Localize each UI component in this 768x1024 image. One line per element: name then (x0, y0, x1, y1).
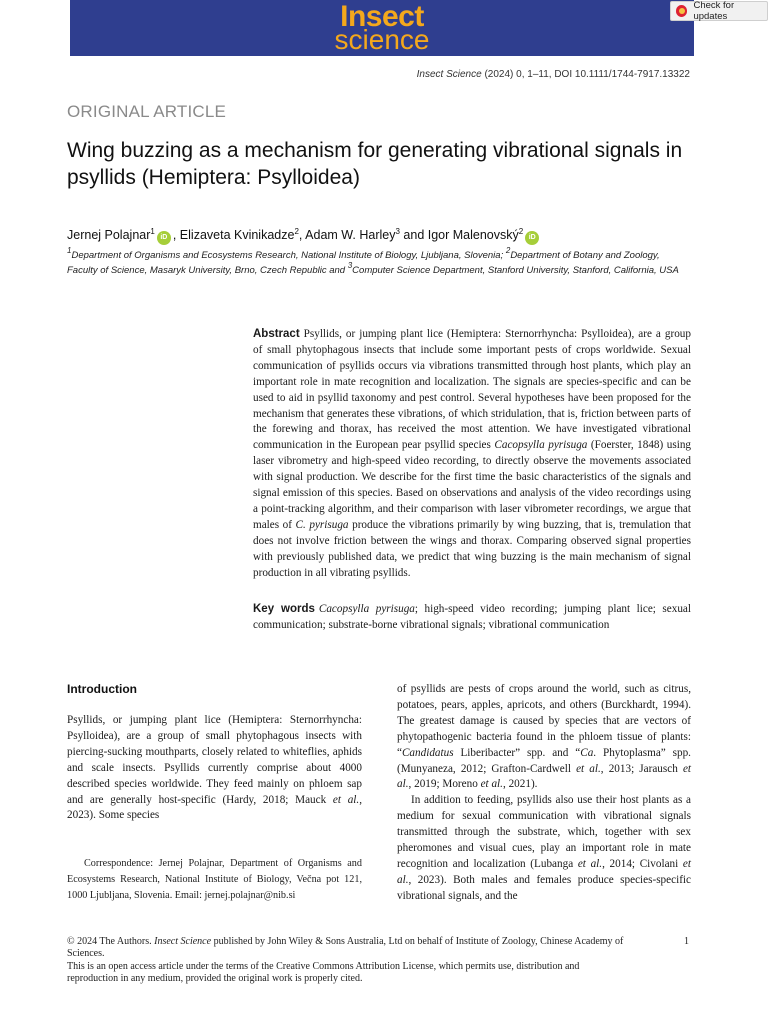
copyright-text: published by John Wiley & Sons Australia, Ltd on behalf of Institute of Zoology, Chinese Academy of Sciences. (67, 936, 624, 960)
affiliation: Computer Science Department, Stanford University, Stanford, California, USA (352, 265, 679, 276)
keywords (253, 601, 691, 633)
species-name: Cacopsylla pyrisuga (494, 439, 588, 452)
crossmark-icon (676, 5, 687, 17)
affil-sup: 2 (505, 246, 511, 255)
paragraph-text: Liberibacter” spp. and “ (453, 746, 581, 759)
author-affil-sup: 3 (395, 227, 400, 236)
correspondence-note: Correspondence: Jernej Polajnar, Department of Organisms and Ecosystems Research, National Institute of Biology, Večna pot 121, 1000 Ljubljana, Slovenia. Email: jernej.polajnar@nib.si (67, 858, 362, 901)
keywords-label: Key words (253, 603, 315, 615)
abstract-label: Abstract (253, 328, 300, 340)
page-number: 1 (684, 936, 689, 947)
paragraph-text: . Phytoplasma” spp. (Munyaneza, 2012; Grafton-Cardwell (397, 746, 691, 775)
author-name[interactable]: Elizaveta Kvinikadze (179, 228, 295, 242)
check-for-updates-button[interactable] (670, 1, 768, 21)
copyright-text: © 2024 The Authors. (67, 936, 155, 947)
journal-logo (70, 2, 694, 54)
paragraph-text: Psyllids, or jumping plant lice (Hemiptera: Sternorrhyncha: Psylloidea), are a group of small phytophagous insects with piercing-sucking mouthparts, closely related to whiteflies, aphids and scale insects. Psyllids currently comprise about 4000 described species worldwide. They feed mainly on phloem sap and are generally host-specific (Hardy, 2018; Mauck (67, 714, 362, 806)
section-heading-introduction: Introduction (67, 682, 137, 696)
affil-sup: 1 (67, 246, 72, 255)
body-column-left (67, 713, 362, 824)
paragraph-text: , 2023). Some species (67, 793, 362, 822)
article-title: Wing buzzing as a mechanism for generating vibrational signals in psyllids (Hemiptera: Psylloidea) (67, 139, 683, 189)
copyright-journal: Insect Science (154, 936, 212, 947)
taxon-italic: Ca (580, 746, 594, 759)
etal: et al. (397, 857, 691, 886)
affil-sup: 3 (347, 261, 353, 270)
paragraph-text: of psyllids are pests of crops around the world, such as citrus, potatoes, pears, apples, apricots, and others (Burckhardt, 1994). The greatest damage is caused by species that are vectors of phytopathogenic bacteria found in the phloem tissue of plants: “ (397, 683, 691, 759)
author-name[interactable]: Jernej Polajnar (67, 228, 151, 242)
copyright-line (67, 936, 627, 961)
keyword-species: Cacopsylla pyrisuga (318, 603, 415, 615)
copyright-footer (67, 936, 627, 986)
citation-journal: Insect Science (416, 69, 482, 80)
etal: et al. (397, 762, 692, 791)
paragraph (67, 713, 362, 824)
etal: et al. (480, 778, 503, 791)
journal-banner (70, 0, 694, 56)
paragraph-text: , 2023). Both males and females produce species-specific vibrational signals, and the (397, 873, 691, 902)
author-separator: and (399, 228, 428, 242)
author-affil-sup: 2 (294, 227, 299, 236)
affiliation: Department of Organisms and Ecosystems Research, National Institute of Biology, Ljubljana, Slovenia; (71, 250, 506, 261)
paragraph-text: , 2021). (502, 778, 538, 791)
paragraph (397, 682, 691, 793)
paragraph-text: , 2013; Jarausch (600, 762, 683, 775)
author-list (67, 228, 541, 245)
orcid-icon[interactable]: iD (525, 231, 539, 245)
citation-line (417, 69, 690, 80)
affiliations (67, 248, 691, 278)
abstract-text: Psyllids, or jumping plant lice (Hemiptera: Sternorrhyncha: Psylloidea), are a group of small phytophagous insects that include some important pests of crops worldwide. Sexual communication of psyllids occurs via vibrations transmitted through host plants, which play an important role in mate recognition and localization. The signals are species-specific and can be used to aid in psyllid taxonomy and pest control. Several hypotheses have been proposed for the mechanism that generates these vibrations, of which stridulation, that is, friction between parts of the forewing and thorax, has received the most attention. We have investigated vibrational communication in the European pear psyllid species (253, 328, 691, 452)
logo-insect: Insect (340, 0, 424, 33)
author-separator: , (298, 228, 306, 242)
affiliation: Department of Botany and Zoology, Faculty of Science, Masaryk University, Brno, Czech Republic and (67, 250, 660, 276)
body-column-right (397, 682, 691, 905)
citation-details: (2024) 0, 1–11, DOI 10.1111/1744-7917.13322 (481, 69, 690, 80)
abstract-text: produce the vibrations primarily by wing buzzing, that is, tremulation that does not involve friction between the wings and thorax. Comparing observed signal properties with previously published data, we predict that wing buzzing is the main mechanism of signal production in all vibrating psyllids. (253, 518, 691, 579)
author-affil-sup: 1 (150, 227, 155, 236)
abstract-text: (Foerster, 1848) using laser vibrometry and high-speed video recording, to directly observe the movements associated with signal production. We describe for the first time the basic characteristics of the signals and signal emission of this species. Based on observations and analysis of the video recordings using a point-tracking algorithm, and their comparison with laser vibrometer recordings, we argue that males of (253, 439, 692, 531)
article-type: ORIGINAL ARTICLE (67, 102, 227, 121)
paragraph-text: , 2019; Moreno (408, 778, 481, 791)
species-name: C. pyrisuga (295, 518, 349, 531)
paragraph-text: In addition to feeding, psyllids also use their host plants as a medium for sexual communication with vibrational signals transmitted through the substrate, which, together with sex pheromones and visual cues, play an important role in mate recognition and localization (Lubanga (397, 794, 691, 870)
taxon-italic: Candidatus (401, 746, 454, 759)
license-line: This is an open access article under the terms of the Creative Commons Attribution License, which permits use, distribution and reproduction in any medium, provided the original work is properly cited. (67, 960, 580, 985)
etal: et al. (577, 857, 603, 870)
author-name[interactable]: Adam W. Harley (305, 228, 396, 242)
paragraph-text: , 2014; Civolani (602, 857, 683, 870)
etal: et al. (576, 762, 601, 775)
author-affil-sup: 2 (518, 227, 524, 236)
paragraph (397, 793, 691, 904)
logo-science: science (334, 24, 430, 55)
etal: et al. (332, 793, 360, 806)
orcid-icon[interactable]: iD (157, 231, 171, 245)
abstract (253, 327, 691, 582)
author-separator: , (172, 228, 180, 242)
author-name[interactable]: Igor Malenovský (427, 228, 519, 242)
check-for-updates-label: Check for updates (693, 0, 735, 22)
keywords-text: ; high-speed video recording; jumping plant lice; sexual communication; substrate-borne vibrational signals; vibrational communication (253, 603, 691, 631)
